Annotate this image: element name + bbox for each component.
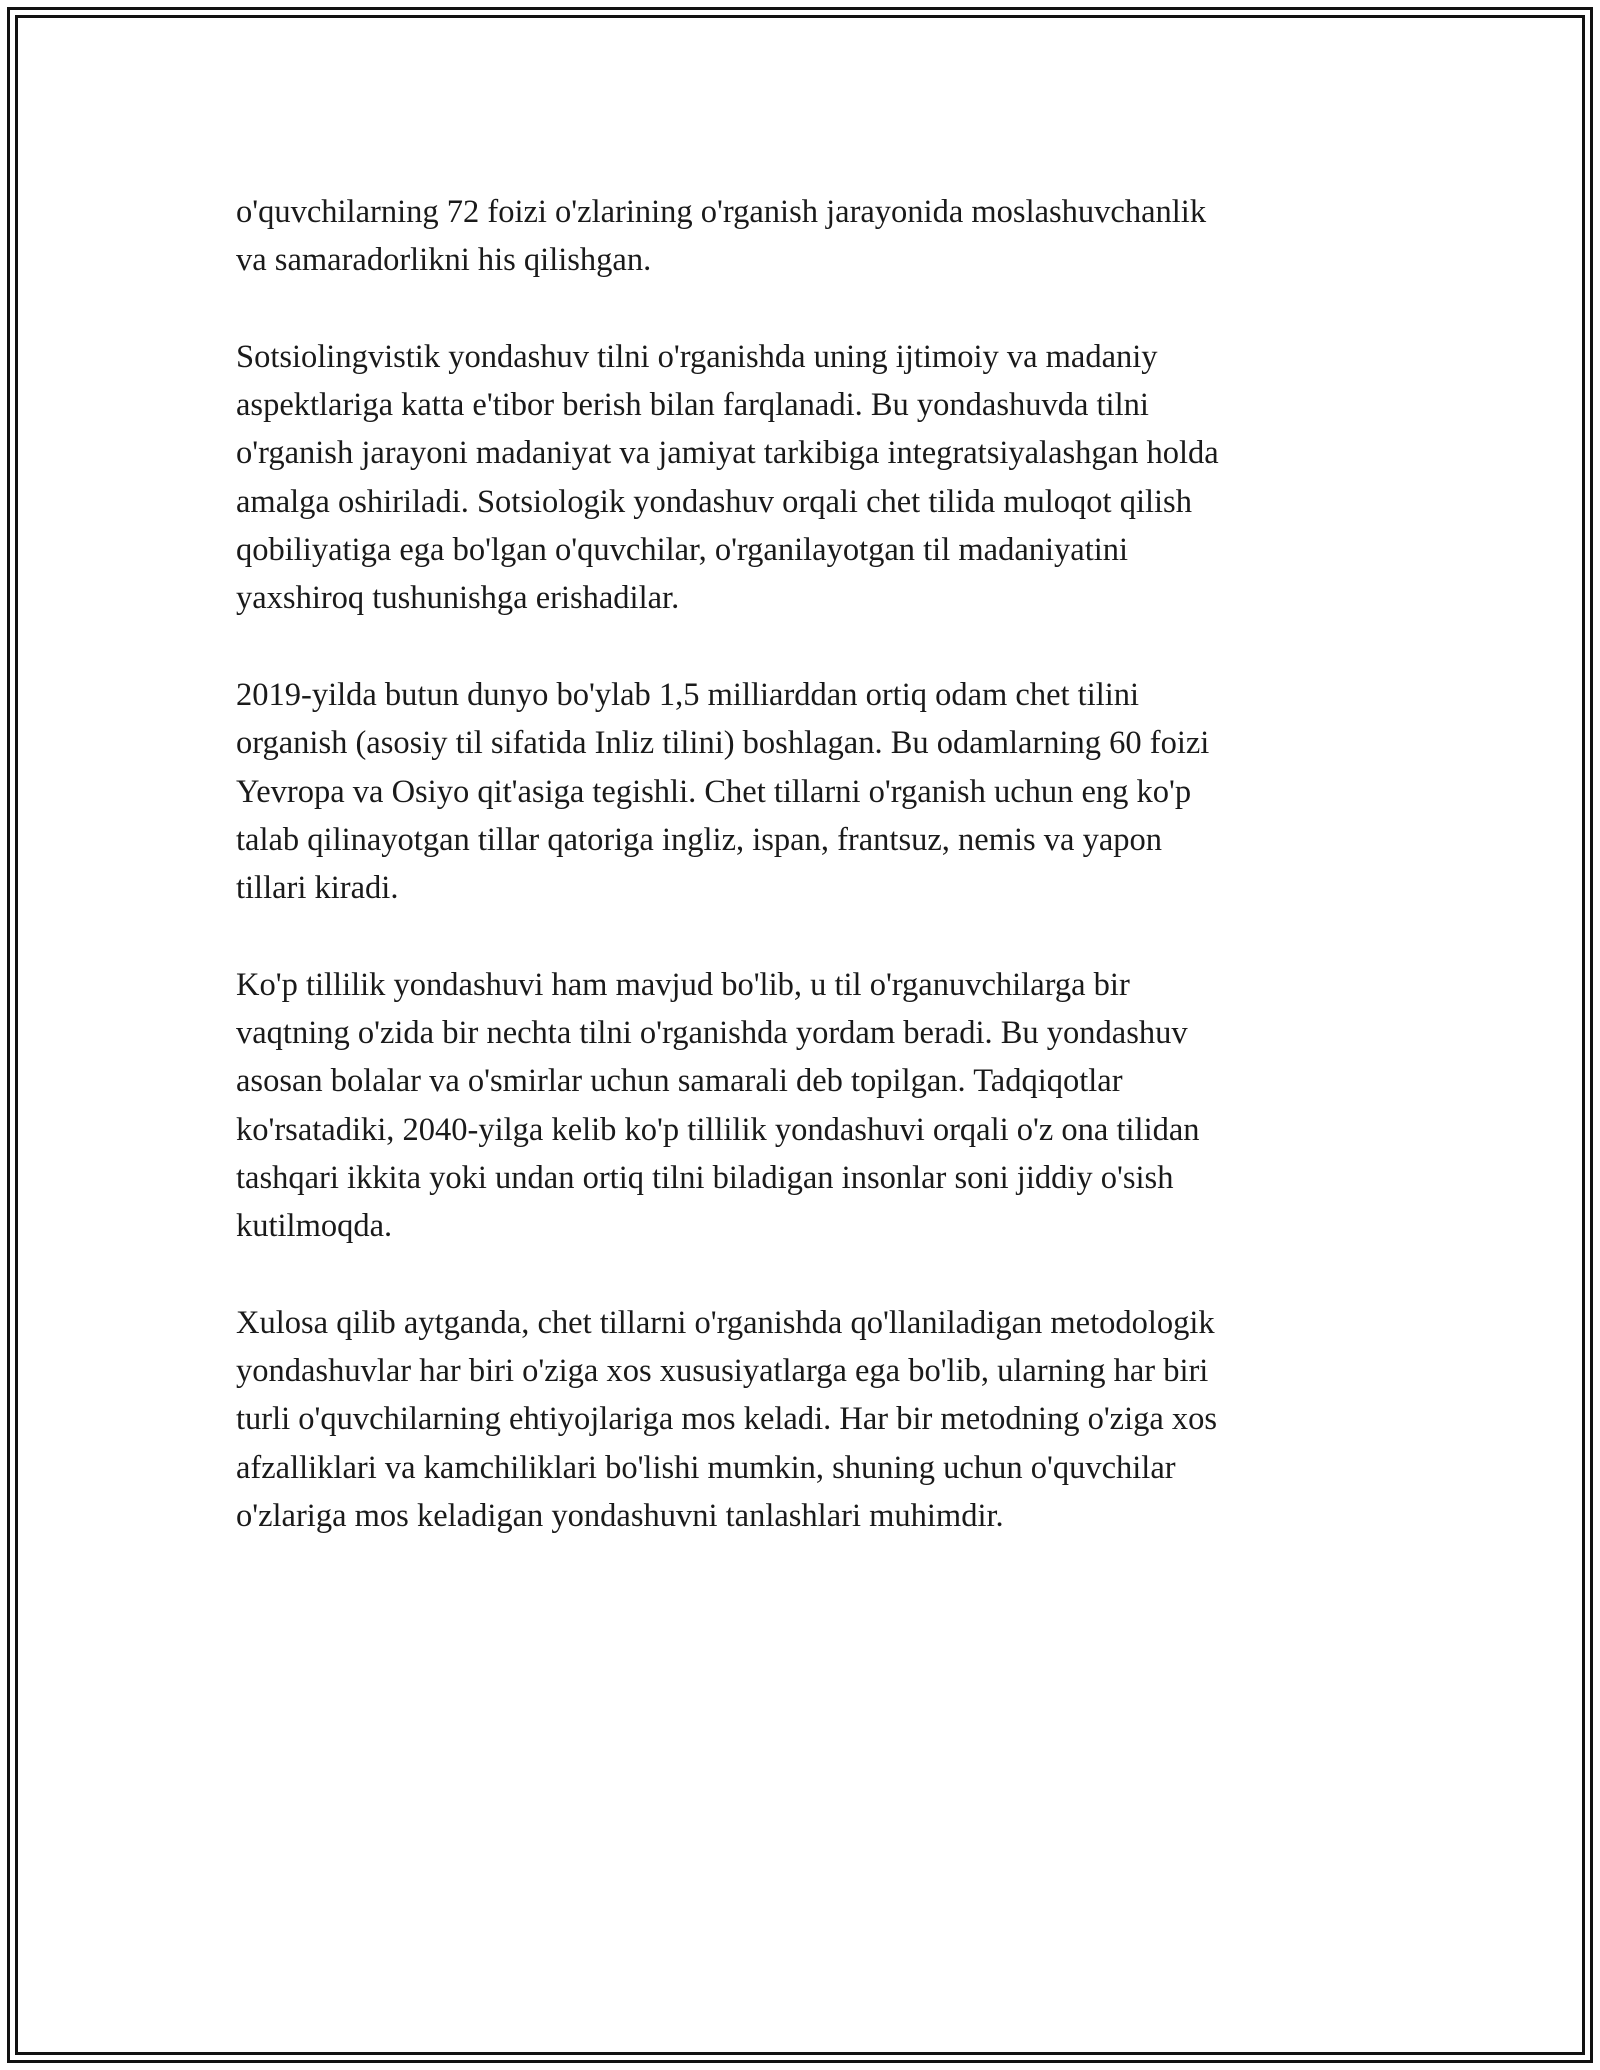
paragraph-5: Xulosa qilib aytganda, chet tillarni o'rganishda qo'llaniladigan metodologik yondashuvlar har biri o'ziga xos xususiyatlarga ega bo'lib, ularning har biri turli o'quvchilarning ehtiyojlariga mos keladi. Har bir metodning o'ziga xos afzalliklari va kamchiliklari bo'lishi mumkin, shuning uchun o'quvchilar o'zlariga mos keladigan yondashuvni tanlashlari muhimdir. xyxy=(236,1304,1218,1535)
paragraph-3: 2019-yilda butun dunyo bo'ylab 1,5 milliarddan ortiq odam chet tilini organish (asosiy til sifatida Inliz tilini) boshlagan. Bu odamlarning 60 foizi Yevropa va Osiyo qit'asiga tegishli. Chet tillarni o'rganish uchun eng ko'p talab qilinayotgan tillar qatoriga ingliz, ispan, frantsuz, nemis va yapon tillari kiradi. xyxy=(236,676,1210,907)
paragraph-1: o'quvchilarning 72 foizi o'zlarining o'rganish jarayonida moslashuvchanlik va samaradorlikni his qilishgan. xyxy=(236,194,1207,279)
paragraph-4: Ko'p tillilik yondashuvi ham mavjud bo'lib, u til o'rganuvchilarga bir vaqtning o'zida bir nechta tilni o'rganishda yordam beradi. Bu yondashuv asosan bolalar va o'smirlar uchun samarali deb topilgan. Tadqiqotlar ko'rsatadiki, 2040-yilga kelib ko'p tillilik yondashuvi orqali o'z ona tilidan tashqari ikkita yoki undan ortiq tilni biladigan insonlar soni jiddiy o'sish kutilmoqda. xyxy=(236,966,1200,1245)
paragraph-2: Sotsiolingvistik yondashuv tilni o'rganishda uning ijtimoiy va madaniy aspektlariga katta e'tibor berish bilan farqlanadi. Bu yondashuvda tilni o'rganish jarayoni madaniyat va jamiyat tarkibiga integratsiyalashgan holda amalga oshiriladi. Sotsiologik yondashuv orqali chet tilida muloqot qilish qobiliyatiga ega bo'lgan o'quvchilar, o'rganilayotgan til madaniyatini yaxshiroq tushunishga erishadilar. xyxy=(236,338,1219,617)
document-body xyxy=(236,188,1364,1589)
